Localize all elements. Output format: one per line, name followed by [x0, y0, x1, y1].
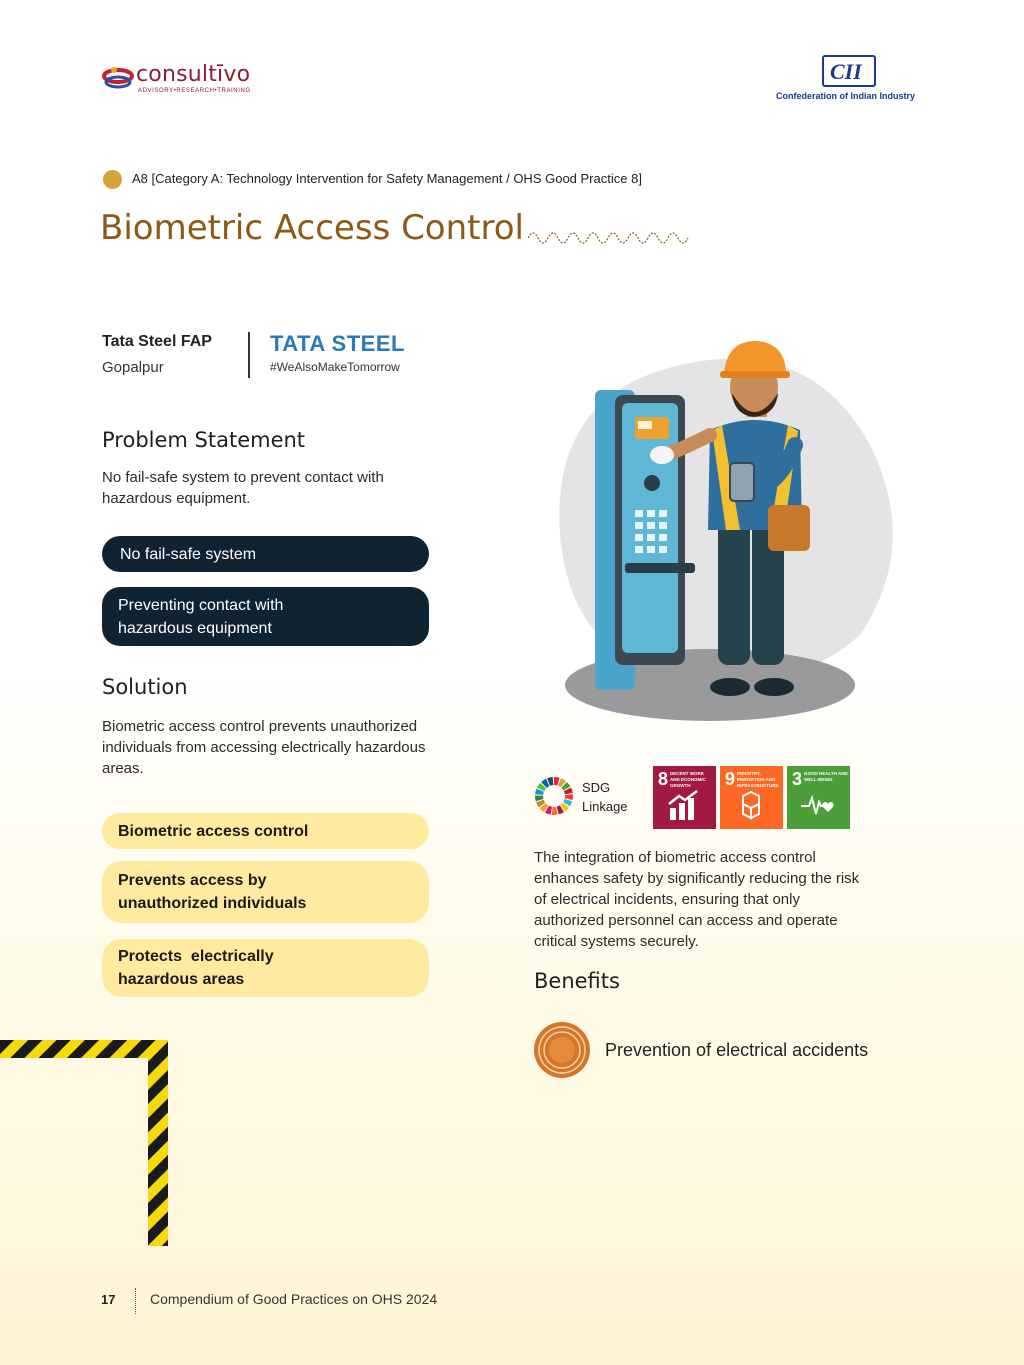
- caution-tape-decoration: [0, 1040, 168, 1246]
- problem-heading: Problem Statement: [102, 428, 306, 452]
- cii-name: Confederation of Indian Industry: [776, 91, 915, 101]
- solution-point-label: Prevents access by unauthorized individuals: [118, 872, 307, 912]
- solution-point: [102, 861, 429, 923]
- consultivo-tagline: ADVISORY•RESEARCH•TRAINING: [138, 88, 251, 94]
- worker-biometric-illustration: [540, 335, 900, 725]
- solution-heading: Solution: [102, 675, 188, 699]
- sdg-goal-number: 8: [658, 769, 669, 789]
- heartbeat-icon: [801, 790, 835, 820]
- solution-point-label: Protects electrically hazardous areas: [118, 948, 279, 988]
- page-title: Biometric Access Control: [100, 208, 524, 248]
- solution-point: [102, 813, 429, 849]
- growth-chart-icon: [667, 790, 701, 820]
- problem-point-label: Preventing contact with hazardous equipment: [118, 596, 284, 637]
- category-label: A8 [Category A: Technology Intervention for Safety Management / OHS Good Practice 8]: [132, 171, 642, 186]
- sdg-goal-label: INDUSTRY, INNOVATION AND INFRASTRUCTURE: [737, 771, 779, 788]
- solution-point-label: Biometric access control: [118, 822, 309, 840]
- footer-divider: [135, 1288, 136, 1314]
- sdg-goal-label: GOOD HEALTH AND WELL-BEING: [804, 771, 848, 782]
- cii-mark-text: CII: [830, 59, 862, 84]
- solution-point: [102, 939, 429, 997]
- sdg-linkage-text: SDG Linkage: [582, 780, 628, 814]
- cii-mark: [822, 55, 876, 87]
- tata-steel-logo: [270, 331, 414, 377]
- benefits-heading: Benefits: [534, 969, 620, 993]
- cii-logo: [776, 55, 936, 105]
- page-number: 17: [101, 1292, 116, 1307]
- sdg-goal-3-tile: [787, 766, 850, 829]
- problem-point: [102, 536, 429, 572]
- sdg-goal-9-tile: [720, 766, 783, 829]
- problem-text: No fail-safe system to prevent contact with hazardous equipment.: [102, 469, 384, 507]
- problem-point: [102, 587, 429, 646]
- consultivo-name: consultīvo: [136, 62, 251, 87]
- sdg-wheel-segment: [552, 807, 558, 815]
- category-dot: [103, 170, 122, 189]
- sdg-goal-number: 9: [725, 769, 736, 789]
- footer-title: Compendium of Good Practices on OHS 2024: [150, 1291, 438, 1307]
- consultivo-logo: [102, 58, 262, 98]
- benefit-item: Prevention of electrical accidents: [605, 1040, 869, 1060]
- cubes-icon: [734, 790, 768, 820]
- title-squiggle-decoration: [528, 226, 692, 244]
- benefit-target-icon: [533, 1021, 591, 1079]
- tata-steel-logo-text: TATA STEEL: [270, 331, 405, 356]
- sdg-linkage-label: [582, 778, 638, 816]
- integration-text: The integration of biometric access control enhances safety by significantly reducing the risk of electrical incidents, ensuring that only authorized personnel can access and operate critical systems securely.: [534, 849, 860, 950]
- company-divider: [248, 332, 250, 378]
- tata-steel-logo-tagline: #WeAlsoMakeTomorrow: [270, 360, 400, 374]
- solution-text: Biometric access control prevents unauthorized individuals from accessing electrically hazardous areas.: [102, 718, 426, 777]
- sdg-wheel-icon: [534, 776, 574, 816]
- problem-point-label: No fail-safe system: [120, 545, 257, 563]
- sdg-wheel-segment: [565, 794, 573, 800]
- sdg-goal-label: DECENT WORK AND ECONOMIC GROWTH: [670, 771, 706, 788]
- sdg-goal-number: 3: [792, 769, 803, 789]
- sdg-goal-8-tile: [653, 766, 716, 829]
- consultivo-mark-icon: [102, 62, 134, 94]
- company-name: Tata Steel FAP: [102, 333, 212, 350]
- company-location: Gopalpur: [102, 359, 164, 376]
